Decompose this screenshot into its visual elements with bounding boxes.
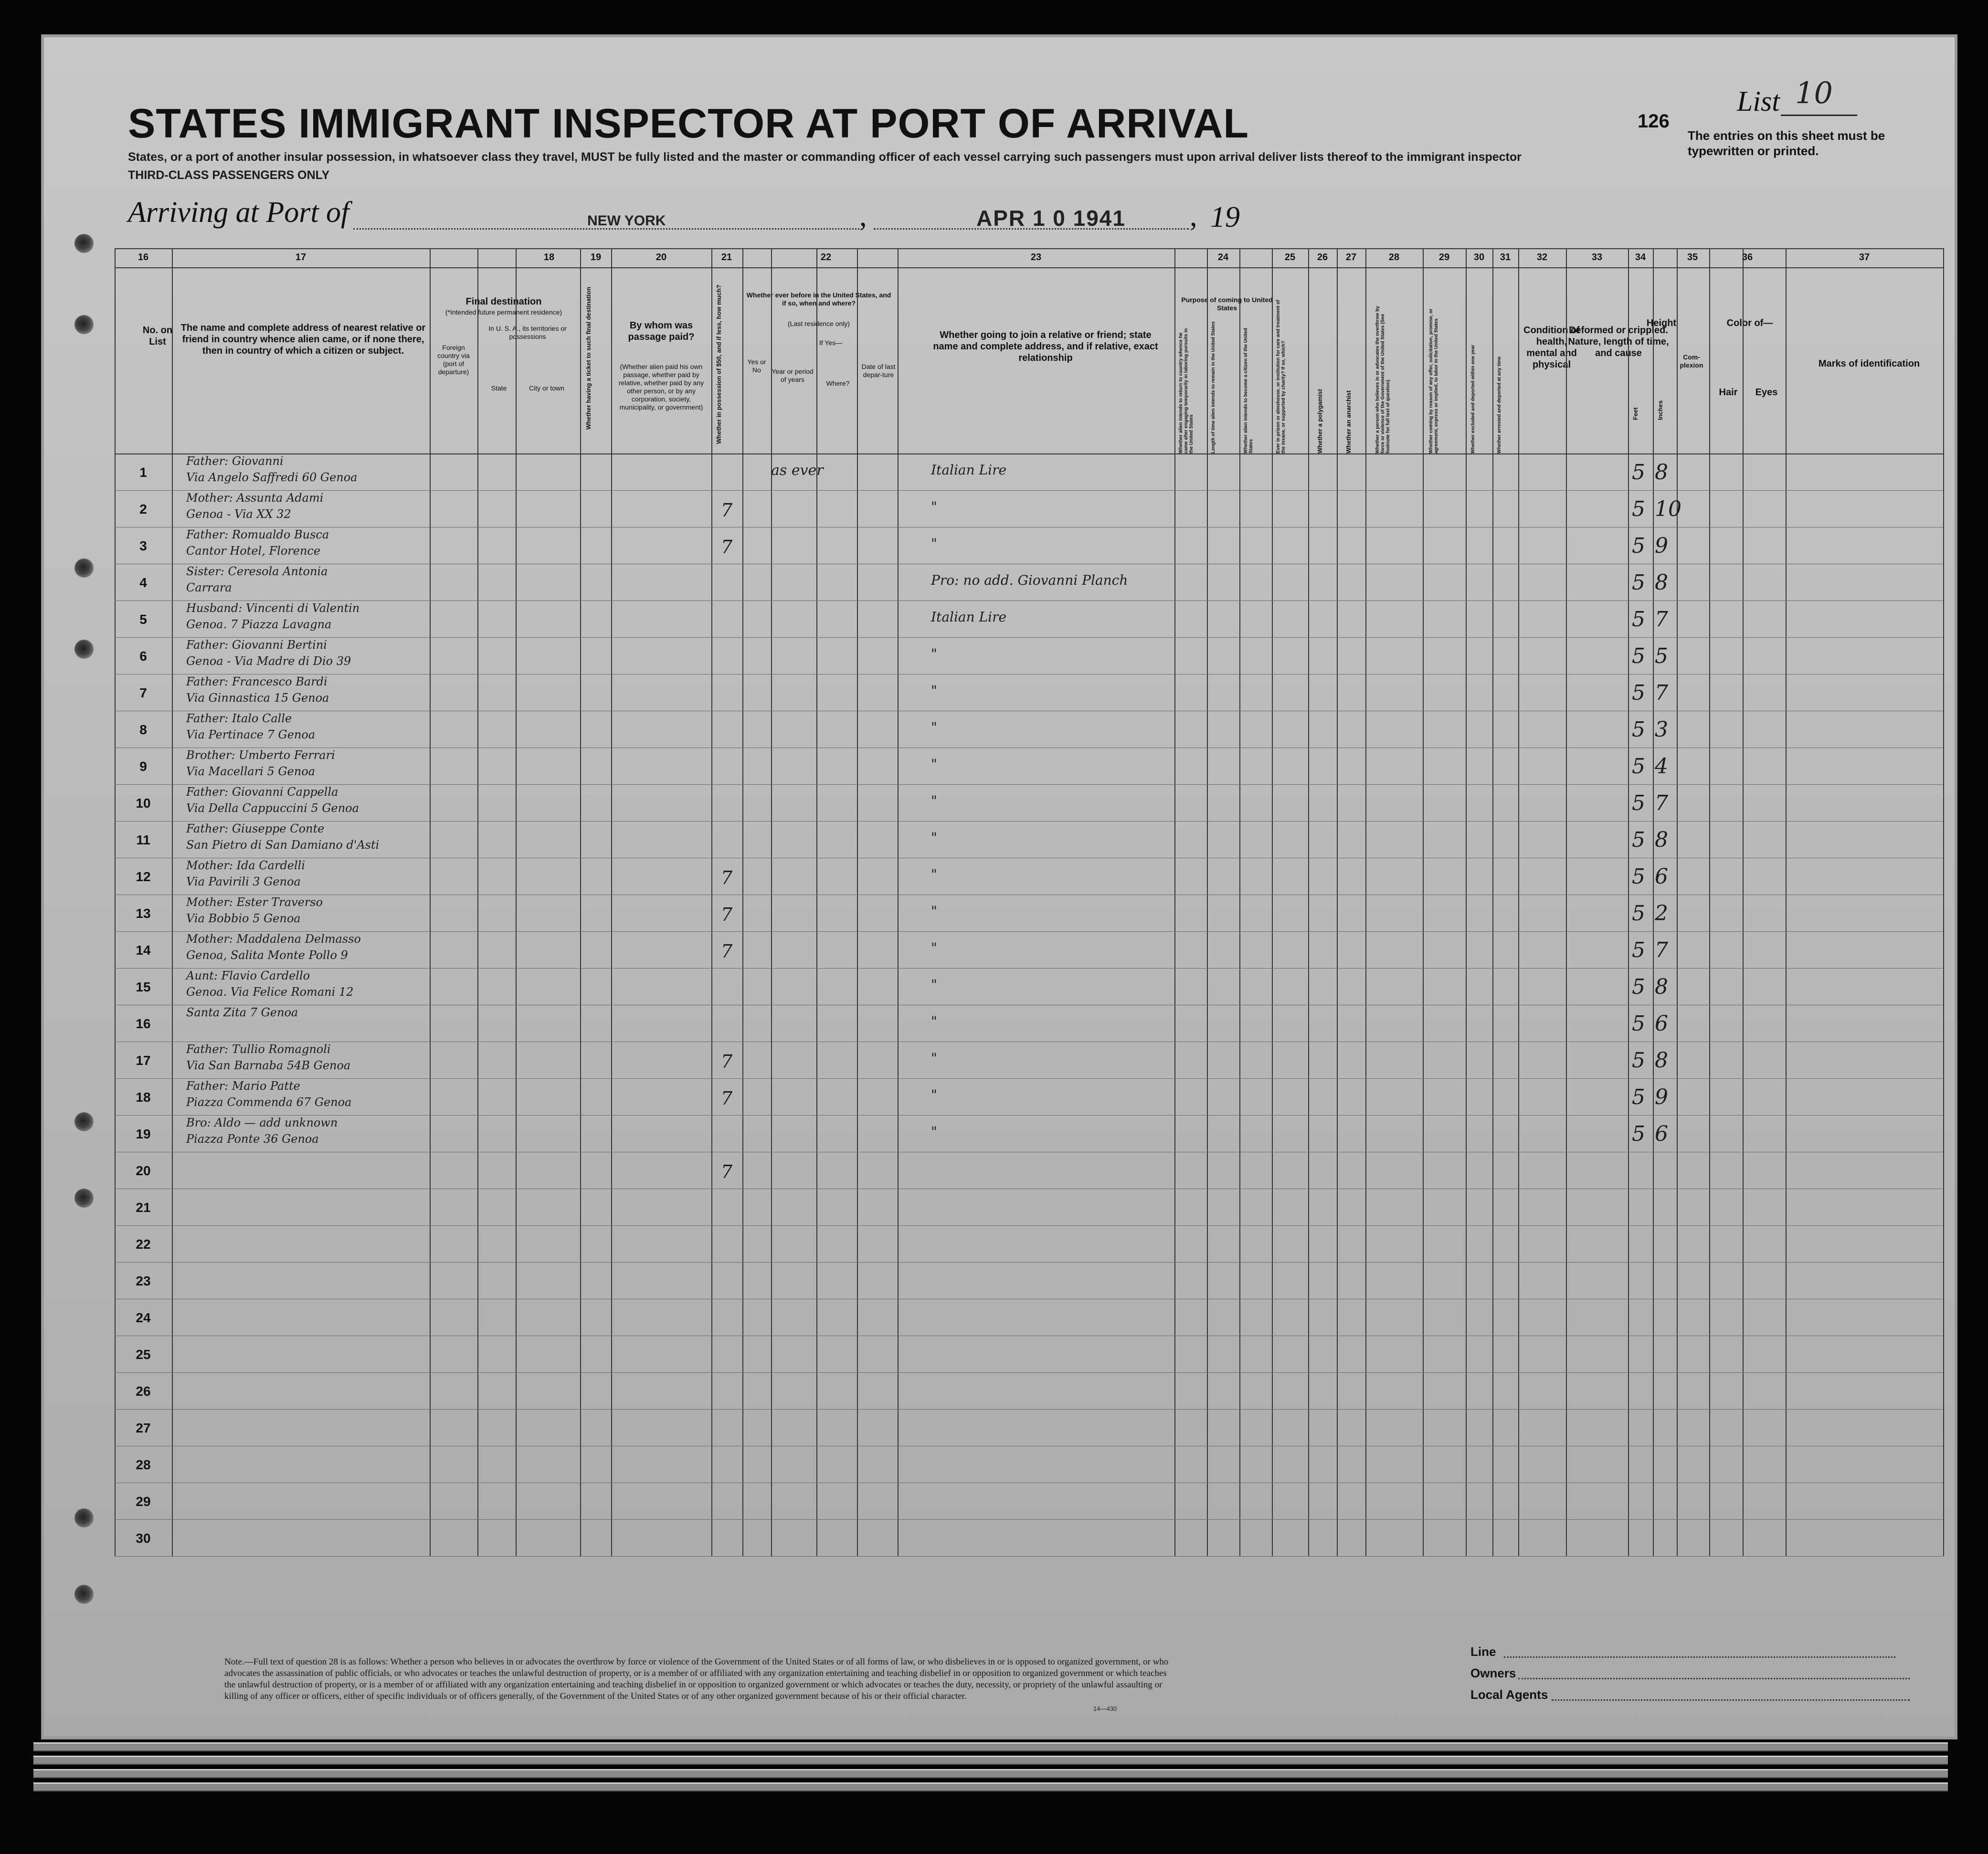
owners-label: Owners: [1470, 1666, 1516, 1680]
header-date-departure: Date of last depar-ture: [861, 363, 896, 379]
form-number: 14—430: [1093, 1705, 1117, 1712]
column-rule: [1492, 248, 1493, 1556]
punch-hole: [74, 1189, 94, 1208]
column-rule: [1943, 248, 1944, 1556]
height-feet: 5: [1632, 791, 1645, 815]
height-inches: 8: [1655, 460, 1668, 485]
height-feet: 5: [1632, 497, 1645, 521]
join-relative: ": [931, 866, 937, 882]
column-rule: [1653, 248, 1654, 1556]
column-rule: [1743, 248, 1744, 1556]
column-number: 32: [1536, 252, 1548, 263]
header-state: State: [491, 384, 507, 392]
column-rule: [611, 248, 612, 1556]
height-feet: 5: [1632, 1011, 1645, 1036]
height-inches: 7: [1655, 681, 1668, 705]
column-rule: [857, 248, 858, 1556]
column-rule: [1308, 248, 1309, 1556]
column-number: 17: [295, 252, 307, 263]
relative-name: Husband: Vincenti di Valentin: [186, 601, 360, 615]
column-rule: [1518, 248, 1519, 1556]
column-number: 16: [137, 252, 149, 263]
header-deformed: Deformed or crippled. Nature, length of time, and cause: [1568, 325, 1669, 358]
relative-name: Mother: Assunta Adami: [186, 491, 324, 505]
row-number: 10: [136, 796, 151, 811]
column-rule: [898, 248, 899, 1556]
header-color: Color of—: [1726, 318, 1773, 328]
punch-hole: [74, 640, 94, 659]
height-inches: 6: [1655, 1122, 1668, 1146]
column-rule: [711, 248, 712, 1556]
column-number: 22: [820, 252, 832, 263]
height-feet: 5: [1632, 901, 1645, 926]
relative-address: Via Ginnastica 15 Genoa: [186, 691, 329, 705]
header-purpose: Purpose of coming to United States: [1181, 296, 1273, 312]
height-feet: 5: [1632, 717, 1645, 742]
column-number: 23: [1030, 252, 1042, 263]
column-rule: [1786, 248, 1787, 1556]
header-height: Height: [1646, 318, 1677, 328]
header-money: Whether in possession of $50, and if less, how much?: [715, 284, 722, 444]
header-hair: Hair: [1719, 387, 1738, 398]
row-number: 23: [136, 1274, 151, 1288]
height-feet: 5: [1632, 754, 1645, 779]
page-edge: [33, 1769, 1948, 1778]
column-number: 18: [543, 252, 555, 263]
column-number: 34: [1635, 252, 1646, 263]
header-anarchist: Whether an anarchist: [1345, 390, 1352, 453]
column-number: 26: [1317, 252, 1328, 263]
relative-name: Bro: Aldo — add unknown: [186, 1116, 338, 1129]
join-relative: ": [931, 756, 937, 772]
height-inches: 8: [1655, 570, 1668, 595]
row-number: 12: [136, 869, 151, 884]
relative-address: Genoa - Via Madre di Dio 39: [186, 654, 351, 668]
header-if-yes: If Yes—: [819, 339, 843, 347]
column-rule: [1207, 248, 1208, 1556]
row-rule: [115, 490, 1943, 491]
row-number: 30: [136, 1531, 151, 1546]
header-purpose-return: Whether alien intends to return to country whence he came after engaging temporarily in laboring pursuits in the United States: [1178, 328, 1194, 453]
money-mark: 7: [721, 1051, 733, 1072]
punch-hole: [74, 1508, 94, 1527]
column-number: 30: [1473, 252, 1485, 263]
column-rule: [516, 248, 517, 1556]
join-relative: ": [931, 1124, 937, 1139]
header-prison: Ever in prison or almshouse, or institution for care and treatment of the insane, or supported by charity? If so, which?: [1276, 300, 1286, 453]
join-relative: Italian Lire: [931, 609, 1007, 625]
column-number: 25: [1284, 252, 1296, 263]
header-health: Condition of health, mental and physical: [1523, 325, 1580, 370]
row-rule: [115, 784, 1943, 785]
height-feet: 5: [1632, 534, 1645, 558]
header-prior-visit: Whether ever before in the United States, and if so, when and where?: [746, 291, 891, 307]
header-city: City or town: [529, 384, 564, 392]
relative-name: Father: Tullio Romagnoli: [186, 1043, 331, 1056]
header-join-relative: Whether going to join a relative or friend; state name and complete address, and if relative, exact relationship: [933, 330, 1158, 363]
row-number: 14: [136, 943, 151, 958]
height-feet: 5: [1632, 864, 1645, 889]
relative-address: Carrara: [186, 581, 232, 594]
header-purpose-citizen: Whether alien intends to become a citizen of the United States: [1243, 328, 1254, 453]
column-rule: [172, 248, 173, 1556]
relative-address: Via Pavirili 3 Genoa: [186, 875, 301, 888]
header-ticket: Whether having a ticket to such final destination: [585, 286, 592, 430]
height-inches: 7: [1655, 607, 1668, 632]
row-number: 9: [139, 759, 147, 774]
join-relative: ": [931, 793, 937, 809]
row-number: 19: [136, 1127, 151, 1141]
column-rule: [816, 248, 817, 1556]
header-labor-offer: Whether coming by reason of any offer, solicitation, promise, or agreement, express or implied, to labor in the United States: [1428, 308, 1439, 453]
column-number: 24: [1217, 252, 1229, 263]
column-rule: [1174, 248, 1175, 1556]
relative-name: Mother: Ester Traverso: [186, 895, 323, 909]
column-rule: [742, 248, 743, 1556]
header-passage-paid: By whom was passage paid?: [628, 320, 695, 342]
join-relative: ": [931, 536, 937, 551]
header-bottom-rule: [115, 453, 1943, 454]
relative-address: Genoa. Via Felice Romani 12: [186, 985, 354, 999]
column-number: 27: [1345, 252, 1357, 263]
page-title: STATES IMMIGRANT INSPECTOR AT PORT OF ARRIVAL: [128, 101, 1249, 147]
relative-address: San Pietro di San Damiano d'Asti: [186, 838, 380, 852]
relative-name: Father: Giovanni Bertini: [186, 638, 327, 652]
header-marks: Marks of identification: [1818, 358, 1920, 369]
row-number: 17: [136, 1053, 151, 1068]
money-mark: 7: [721, 867, 733, 888]
header-overthrow: Whether a person who believes in or advocates the overthrow by force or violence of the Government of the United States (See footnote for full text of question): [1375, 306, 1391, 453]
height-feet: 5: [1632, 607, 1645, 632]
relative-name: Father: Francesco Bardi: [186, 675, 328, 688]
row-rule: [115, 821, 1943, 822]
column-number: 35: [1687, 252, 1698, 263]
column-rule: [1628, 248, 1629, 1556]
join-relative: ": [931, 830, 937, 845]
join-relative: ": [931, 903, 937, 919]
arriving-label: Arriving at Port of: [128, 196, 349, 229]
money-mark: 7: [721, 904, 733, 925]
row-number: 8: [139, 722, 147, 737]
relative-address: Via Pertinace 7 Genoa: [186, 728, 316, 741]
line-label: Line: [1470, 1644, 1496, 1659]
relative-name: Mother: Ida Cardelli: [186, 859, 306, 872]
header-years: Year or period of years: [772, 368, 814, 383]
height-inches: 8: [1655, 1048, 1668, 1073]
punch-hole: [74, 1112, 94, 1131]
height-feet: 5: [1632, 1085, 1645, 1109]
relative-address: Via Bobbio 5 Genoa: [186, 912, 301, 925]
row-rule: [115, 1556, 1943, 1557]
column-number: 20: [656, 252, 667, 263]
typewriter-note: The entries on this sheet must be typewritten or printed.: [1688, 128, 1885, 158]
relative-address: Genoa - Via XX 32: [186, 507, 291, 521]
relative-name: Father: Italo Calle: [186, 712, 292, 725]
list-label: List: [1737, 85, 1780, 117]
height-inches: 4: [1655, 754, 1668, 779]
relative-address: Genoa. 7 Piazza Lavagna: [186, 618, 332, 631]
page-edge: [33, 1782, 1948, 1791]
join-relative: ": [931, 499, 937, 515]
class-line: THIRD-CLASS PASSENGERS ONLY: [128, 169, 330, 182]
punch-hole: [74, 558, 94, 578]
header-yes-no: Yes or No: [747, 358, 766, 374]
form-subtitle: [128, 148, 1627, 184]
row-number: 15: [136, 980, 151, 994]
height-feet: 5: [1632, 681, 1645, 705]
row-number: 18: [136, 1090, 151, 1105]
header-where: Where?: [826, 379, 850, 387]
port-name: NEW YORK: [587, 213, 666, 229]
join-relative: ": [931, 1013, 937, 1029]
height-inches: 6: [1655, 1011, 1668, 1036]
relative-address: Via Angelo Saffredi 60 Genoa: [186, 471, 358, 484]
column-rule: [1272, 248, 1273, 1556]
join-relative: ": [931, 719, 937, 735]
height-inches: 8: [1655, 975, 1668, 999]
row-rule: [115, 1078, 1943, 1079]
relative-address: Cantor Hotel, Florence: [186, 544, 321, 558]
height-inches: 2: [1655, 901, 1668, 926]
header-no-on-list: No. on List: [142, 325, 173, 347]
row-rule: [115, 1262, 1943, 1263]
header-inches: Inches: [1657, 400, 1664, 420]
height-inches: 7: [1655, 791, 1668, 815]
column-rule: [1239, 248, 1240, 1556]
join-relative: Pro: no add. Giovanni Planch: [931, 572, 1128, 588]
header-eyes: Eyes: [1755, 387, 1778, 398]
relative-name: Santa Zita 7 Genoa: [186, 1006, 298, 1019]
column-rule: [1337, 248, 1338, 1556]
row-number: 20: [136, 1163, 151, 1178]
header-feet: Feet: [1632, 407, 1639, 420]
money-mark: 7: [721, 1161, 733, 1182]
header-purpose-length: Length of time alien intends to remain in the United States: [1211, 321, 1216, 453]
relative-name: Sister: Ceresola Antonia: [186, 565, 328, 578]
row-number: 25: [136, 1347, 151, 1362]
header-passage-paid-sub: (Whether alien paid his own passage, whether paid by relative, whether paid by any other person, or by any corporation, society, municipality, or government): [618, 363, 704, 411]
column-rule: [430, 248, 431, 1556]
row-rule: [115, 600, 1943, 601]
relative-address: Piazza Ponte 36 Genoa: [186, 1132, 319, 1146]
height-feet: 5: [1632, 644, 1645, 668]
punch-hole: [74, 1585, 94, 1604]
row-number: 3: [139, 538, 147, 553]
row-number: 6: [139, 649, 147, 664]
punch-hole: [74, 234, 94, 253]
join-relative: ": [931, 940, 937, 956]
row-rule: [115, 637, 1943, 638]
line-underline: [1504, 1656, 1895, 1658]
row-number: 24: [136, 1310, 151, 1325]
column-rule: [771, 248, 772, 1556]
column-number: 37: [1859, 252, 1870, 263]
date-stamp: APR 1 0 1941: [976, 206, 1126, 231]
height-feet: 5: [1632, 975, 1645, 999]
header-final-destination: Final destination: [465, 296, 542, 307]
relative-address: Via Della Cappuccini 5 Genoa: [186, 801, 359, 815]
height-feet: 5: [1632, 938, 1645, 962]
prior-visit: as ever: [771, 462, 824, 479]
relative-name: Brother: Umberto Ferrari: [186, 748, 335, 762]
row-number: 29: [136, 1494, 151, 1509]
column-rule: [1466, 248, 1467, 1556]
header-foreign-country: Foreign country via (port of departure): [437, 344, 470, 376]
relative-name: Father: Giovanni: [186, 454, 284, 468]
header-complexion: Com-plexion: [1680, 353, 1703, 369]
row-number: 13: [136, 906, 151, 921]
row-rule: [115, 1409, 1943, 1410]
column-number: 36: [1742, 252, 1753, 263]
join-relative: ": [931, 977, 937, 992]
height-feet: 5: [1632, 1048, 1645, 1073]
relative-name: Mother: Maddalena Delmasso: [186, 932, 361, 946]
money-mark: 7: [721, 500, 733, 521]
column-rule: [580, 248, 581, 1556]
punch-hole: [74, 315, 94, 334]
column-rule: [1423, 248, 1424, 1556]
manifest-table: [115, 248, 1943, 1556]
row-number: 11: [136, 832, 150, 847]
row-rule: [115, 1372, 1943, 1373]
height-inches: 3: [1655, 717, 1668, 742]
page-edge: [33, 1756, 1948, 1765]
header-in-usa: In U. S. A., its territories or possessions: [488, 325, 567, 340]
height-inches: 9: [1655, 1085, 1668, 1109]
join-relative: ": [931, 683, 937, 698]
column-rule: [477, 248, 478, 1556]
row-number: 4: [139, 575, 147, 590]
column-number: 33: [1591, 252, 1603, 263]
page-edge: [33, 1742, 1948, 1751]
header-top-rule: [115, 248, 1943, 249]
header-prior-visit-sub: (Last residence only): [788, 320, 850, 327]
height-inches: 6: [1655, 864, 1668, 889]
money-mark: 7: [721, 1088, 733, 1109]
separator: ,: [1190, 200, 1197, 232]
relative-address: Genoa, Salita Monte Pollo 9: [186, 948, 348, 962]
height-feet: 5: [1632, 570, 1645, 595]
list-underline: [1781, 115, 1857, 116]
row-number: 26: [136, 1384, 151, 1399]
owners-underline: [1518, 1678, 1910, 1679]
relative-address: Via San Barnaba 54B Genoa: [186, 1059, 351, 1072]
year-prefix: 19: [1210, 201, 1240, 233]
money-mark: 7: [721, 537, 733, 558]
row-number: 1: [139, 465, 147, 480]
column-number: 19: [590, 252, 602, 263]
row-number: 2: [139, 502, 147, 516]
row-number: 27: [136, 1421, 151, 1435]
column-rule: [1365, 248, 1366, 1556]
header-polygamist: Whether a polygamist: [1316, 389, 1323, 453]
row-rule: [115, 931, 1943, 932]
column-rule: [1566, 248, 1567, 1556]
column-rule: [1709, 248, 1710, 1556]
row-number: 21: [136, 1200, 151, 1215]
column-number: 28: [1388, 252, 1400, 263]
row-number: 28: [136, 1457, 151, 1472]
header-relative-address: The name and complete address of nearest relative or friend in country whence alien came, or if none there, then in country of which a citizen or subject.: [180, 323, 426, 356]
relative-name: Father: Giovanni Cappella: [186, 785, 338, 799]
relative-name: Father: Giuseppe Conte: [186, 822, 325, 835]
header-sub-rule: [115, 267, 1943, 268]
sheet-number: 126: [1638, 111, 1670, 132]
row-number: 7: [139, 685, 147, 700]
list-number: 10: [1795, 75, 1833, 110]
agents-underline: [1552, 1699, 1910, 1701]
row-rule: [115, 968, 1943, 969]
height-feet: 5: [1632, 828, 1645, 852]
row-number: 5: [139, 612, 147, 627]
relative-address: Piazza Commenda 67 Genoa: [186, 1096, 352, 1109]
agents-label: Local Agents: [1470, 1687, 1548, 1702]
row-number: 22: [136, 1237, 151, 1252]
separator: ,: [859, 200, 867, 232]
column-number: 31: [1500, 252, 1511, 263]
row-rule: [115, 1519, 1943, 1520]
join-relative: ": [931, 1087, 937, 1103]
header-arrested: Whether arrested and deported at any time: [1497, 356, 1502, 453]
height-inches: 8: [1655, 828, 1668, 852]
join-relative: Italian Lire: [931, 462, 1007, 478]
money-mark: 7: [721, 941, 733, 962]
height-inches: 9: [1655, 534, 1668, 558]
row-number: 16: [136, 1016, 151, 1031]
header-excluded: Whether excluded and deported within one year: [1470, 345, 1476, 453]
subtitle-text: States, or a port of another insular possession, in whatsoever class they travel, MUST be fully listed and the master or commanding officer of each vessel carrying such passengers must upon arrival deliver lists thereof to the immigrant inspector: [128, 150, 1522, 164]
column-rule: [1677, 248, 1678, 1556]
footnote-q28: Note.—Full text of question 28 is as follows: Whether a person who believes in or advocates the overthrow by force or violence of the Government of the United States or of all forms of law, or who disbelieves in or is opposed to organized government, or who advocates the assassination of public officials, or who advocates or teaches the unlawful destruction of property, or is a member of or affiliated with any organization entertaining and teaching disbelief in or opposition to organized government or which teaches the unlawful destruction of property, or is a member of or affiliated with any organization entertaining and teaching disbelief in or opposition to organized government or which advocates or teaches the duty, necessity, or propriety of the unlawful assaulting or killing of any officer or officers, either of specific individuals or of officers generally, of the Government of the United States or of any other organized government because of his or their official character.: [224, 1657, 1169, 1701]
join-relative: ": [931, 1050, 937, 1066]
relative-name: Father: Mario Patte: [186, 1079, 300, 1093]
height-feet: 5: [1632, 1122, 1645, 1146]
height-inches: 10: [1655, 497, 1681, 521]
height-inches: 7: [1655, 938, 1668, 962]
relative-name: Aunt: Flavio Cardello: [186, 969, 310, 982]
row-rule: [115, 1225, 1943, 1226]
row-rule: [115, 1115, 1943, 1116]
height-feet: 5: [1632, 460, 1645, 485]
relative-address: Via Macellari 5 Genoa: [186, 765, 315, 778]
header-final-destination-sub: (*Intended future permanent residence): [445, 308, 562, 316]
relative-name: Father: Romualdo Busca: [186, 528, 329, 541]
column-number: 21: [721, 252, 732, 263]
height-inches: 5: [1655, 644, 1668, 668]
column-number: 29: [1438, 252, 1450, 263]
join-relative: ": [931, 646, 937, 662]
